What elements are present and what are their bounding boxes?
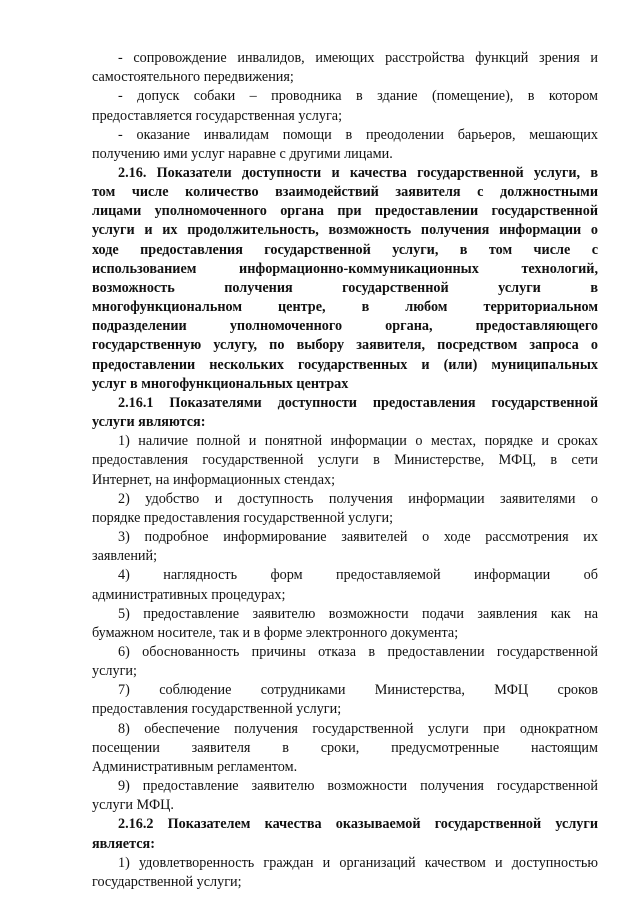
text-line: самостоятельного передвижения; (92, 69, 294, 86)
section-heading: государственную услугу, по выбору заявителя, посредством запроса о (92, 337, 598, 354)
text-line: 5) предоставление заявителю возможности подачи заявления как на (118, 605, 598, 622)
section-heading: использованием информационно-коммуникационных технологий, (92, 260, 598, 277)
section-heading: 2.16. Показатели доступности и качества государственной услуги, в (118, 165, 598, 181)
text-line: - допуск собаки – проводника в здание (помещение), в котором (118, 88, 598, 105)
section-heading: ходе предоставления государственной услуги, в том числе с (92, 241, 598, 258)
subsection-heading: 2.16.2 Показателем качества оказываемой государственной услуги (118, 816, 598, 833)
text-line: порядке предоставления государственной услуги; (92, 509, 394, 526)
section-heading: возможность получения государственной услуги в (92, 279, 598, 296)
section-heading: предоставлении нескольких государственных и (или) муниципальных (92, 356, 598, 373)
text-line: 3) подробное информирование заявителей о ходе рассмотрения их (118, 529, 598, 545)
subsection-heading: 2.16.1 Показателями доступности предоставления государственной (118, 394, 598, 411)
section-heading: том числе количество взаимодействий заявителя с должностными (92, 184, 598, 201)
text-line: - сопровождение инвалидов, имеющих расстройства функций зрения и (118, 50, 598, 66)
section-heading: подразделении уполномоченного органа, предоставляющего (92, 318, 598, 335)
text-line: административных процедурах; (92, 586, 286, 603)
text-line: 8) обеспечение получения государственной услуги при однократном (118, 720, 598, 737)
section-heading: многофункциональном центре, в любом территориальном (92, 299, 598, 316)
text-line: Административным регламентом. (92, 758, 298, 775)
text-line: предоставления государственной услуги в Министерстве, МФЦ, в сети (92, 452, 598, 469)
text-line: предоставления государственной услуги; (92, 701, 342, 718)
subsection-heading: является: (92, 835, 155, 852)
text-line: предоставляется государственная услуга; (92, 107, 343, 124)
text-line: - оказание инвалидам помощи в преодолении барьеров, мешающих (118, 126, 598, 143)
text-line: услуги; (92, 663, 137, 680)
text-line: заявлений; (92, 548, 158, 565)
section-heading: услуги и их продолжительность, возможность получения информации о (92, 222, 598, 239)
text-line: посещении заявителя в сроки, предусмотренные настоящим (92, 739, 598, 756)
section-heading: услуг в многофункциональных центрах (92, 375, 349, 392)
text-line: получению ими услуг наравне с другими лицами. (92, 145, 393, 162)
text-line: государственной услуги; (92, 873, 242, 890)
text-line: 6) обоснованность причины отказа в предоставлении государственной (118, 643, 598, 660)
text-line: бумажном носителе, так и в форме электронного документа; (92, 624, 459, 641)
text-line: 9) предоставление заявителю возможности получения государственной (118, 778, 598, 794)
text-line: 1) удовлетворенность граждан и организаций качеством и доступностью (118, 854, 598, 871)
section-heading: лицами уполномоченного органа при предоставлении государственной (92, 203, 598, 220)
subsection-heading: услуги являются: (92, 414, 206, 430)
text-line: Интернет, на информационных стендах; (92, 471, 336, 488)
text-line: 1) наличие полной и понятной информации о местах, порядке и сроках (118, 433, 598, 450)
text-line: 7) соблюдение сотрудниками Министерства, МФЦ сроков (118, 682, 598, 699)
text-line: услуги МФЦ. (92, 797, 174, 814)
text-line: 4) наглядность форм предоставляемой информации об (118, 567, 598, 584)
text-line: 2) удобство и доступность получения информации заявителями о (118, 490, 598, 507)
